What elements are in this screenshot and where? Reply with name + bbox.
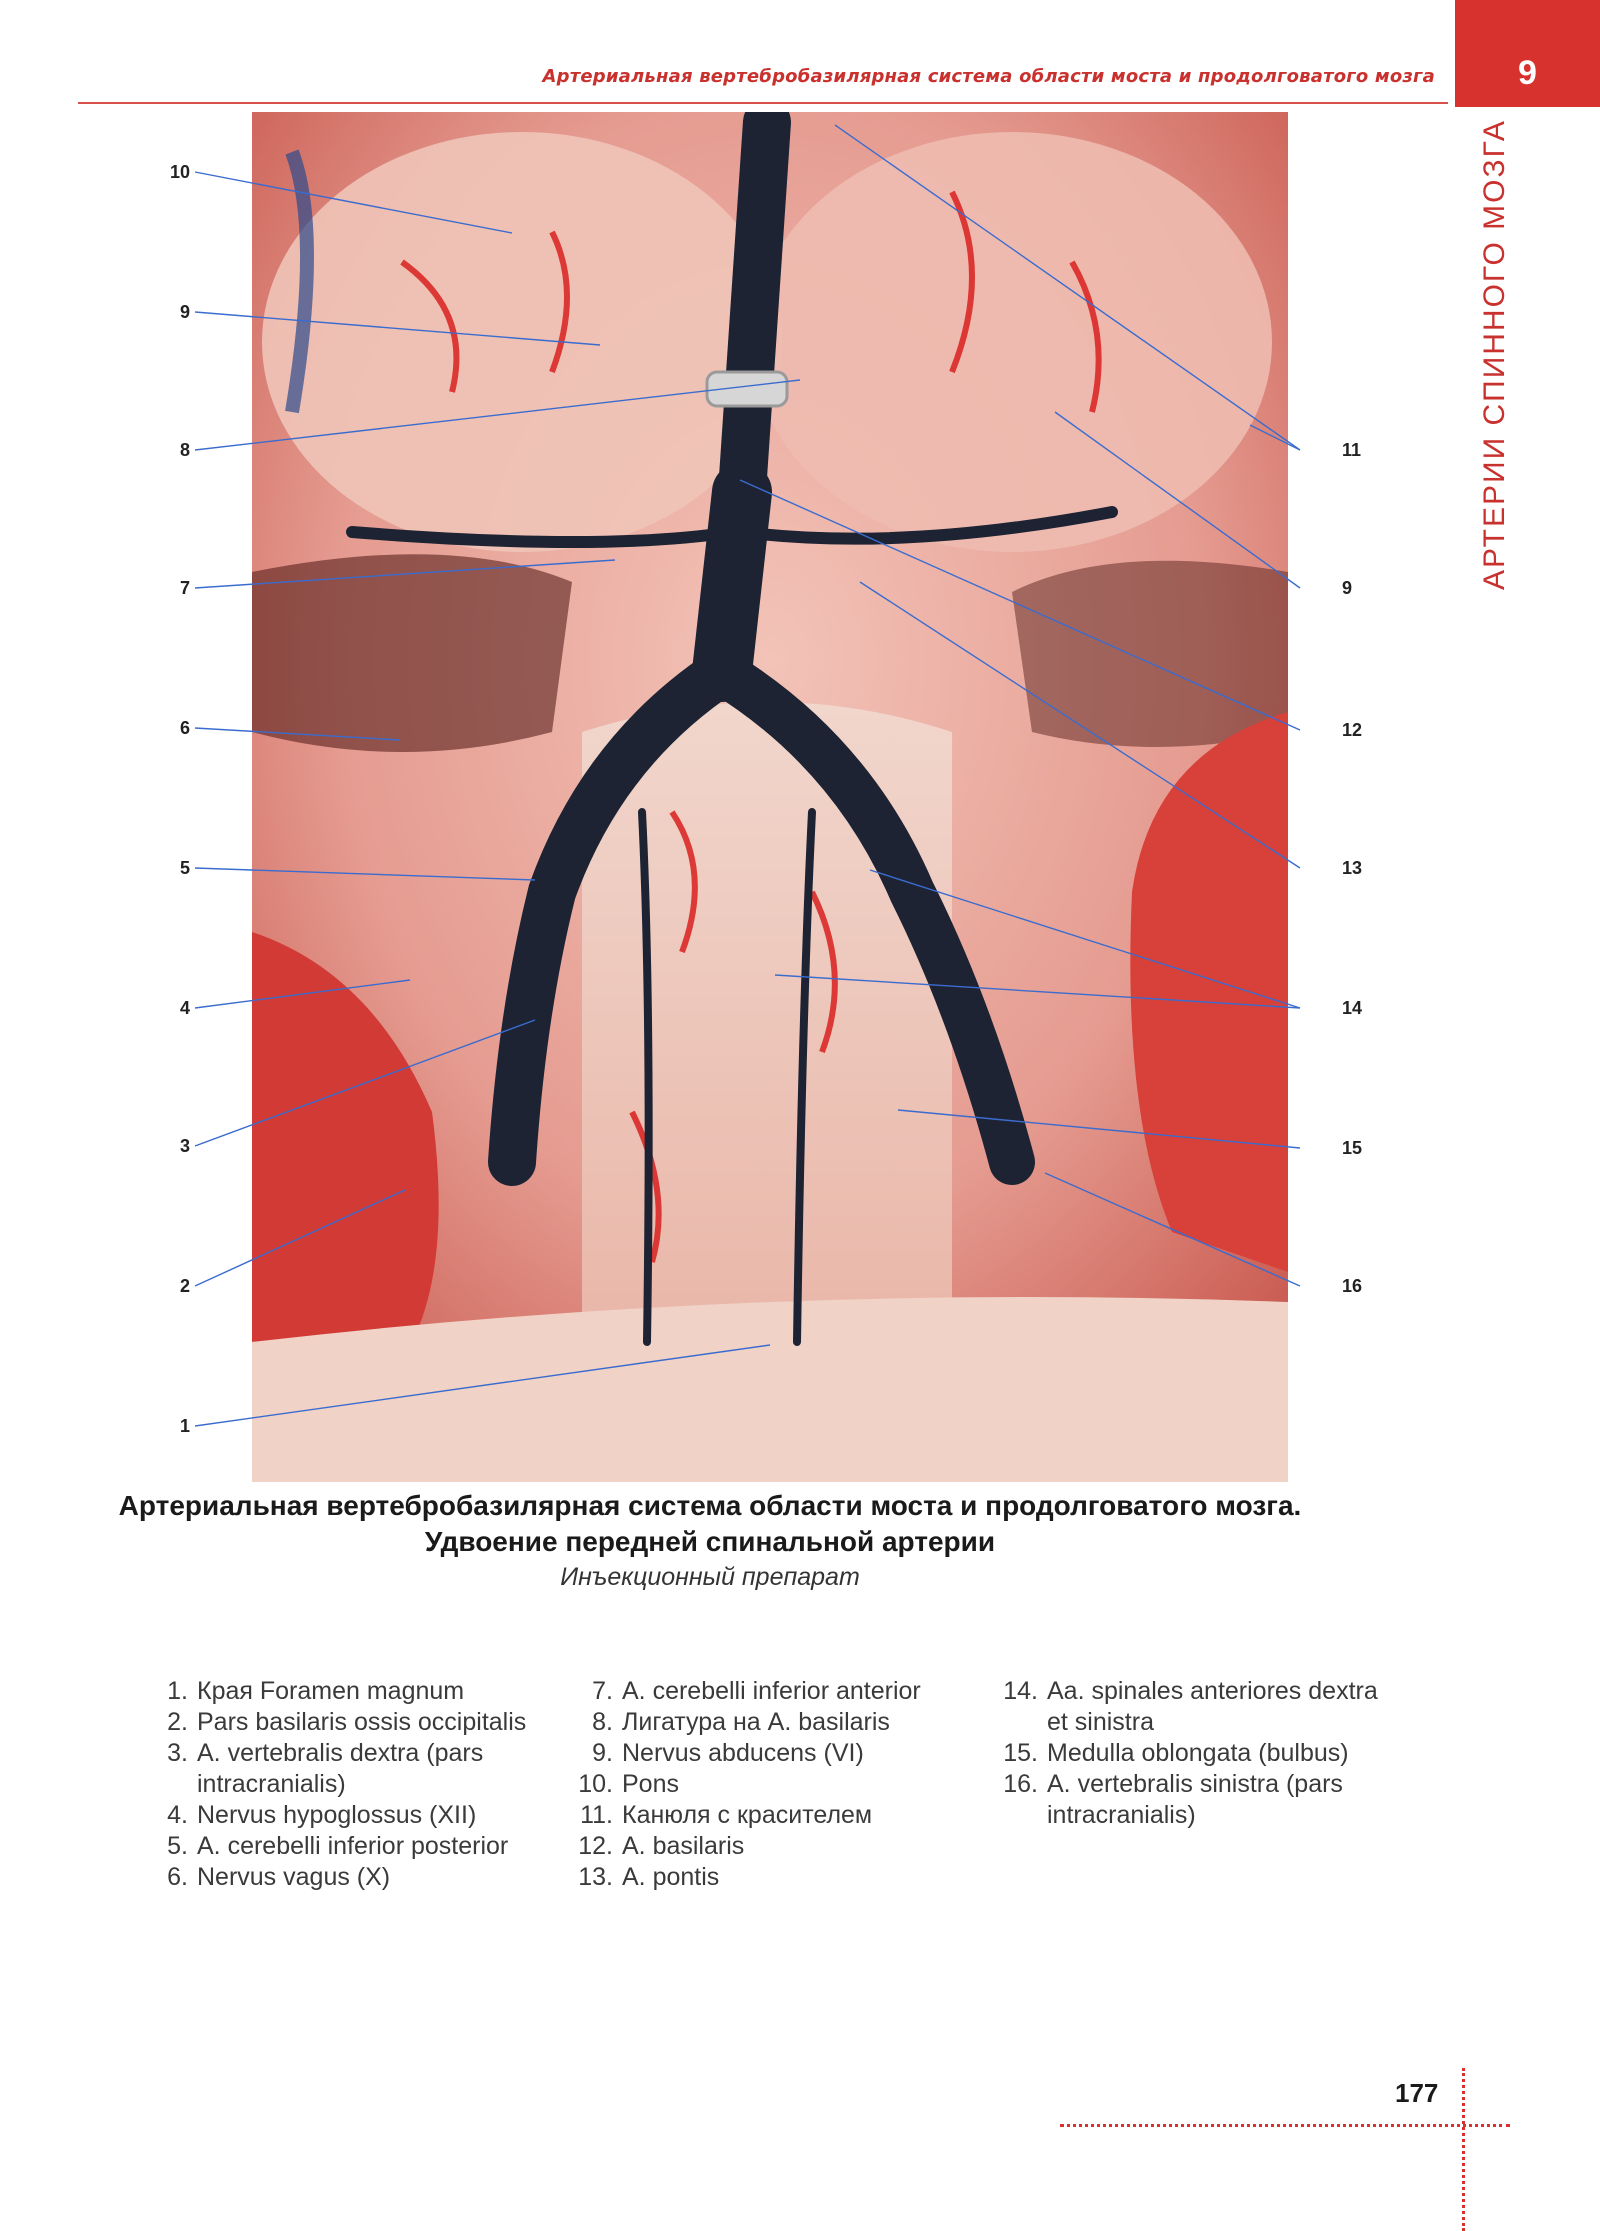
footer-dotted-rule [1060, 2124, 1510, 2127]
photo-illustration [252, 112, 1288, 1482]
page-number: 177 [1395, 2078, 1439, 2108]
cannula [742, 122, 767, 492]
callout-12: 12 [1342, 720, 1363, 740]
legend-item: 12. A. basilaris [578, 1832, 745, 1860]
chapter-number: 9 [1518, 54, 1537, 92]
callout-3: 3 [179, 1136, 190, 1156]
callout-9-right: 9 [1342, 578, 1353, 598]
legend-column-2 [575, 1676, 975, 1893]
callout-6: 6 [179, 718, 190, 738]
legend-item: 6. Nervus vagus (X) [167, 1863, 391, 1891]
callout-9-left: 9 [179, 302, 190, 322]
caption-title-line1: Артериальная вертебробазилярная система области моста и продолговатого мозга. [118, 1490, 1302, 1521]
ligature [707, 372, 787, 406]
callout-10: 10 [169, 162, 190, 182]
callout-7: 7 [179, 578, 190, 598]
pons-left-lobe [262, 132, 782, 552]
legend-item: 11. Канюля с красителем [580, 1801, 873, 1829]
pons-right-lobe [752, 132, 1272, 552]
callout-5: 5 [179, 858, 190, 878]
callout-14: 14 [1342, 998, 1363, 1018]
legend-item: 9. Nervus abducens (VI) [592, 1739, 864, 1767]
anatomical-photo [252, 112, 1288, 1482]
legend-item: 8. Лигатура на A. basilaris [592, 1708, 890, 1736]
legend-item: 1. Края Foramen magnum [167, 1677, 465, 1705]
shadow-left [252, 554, 572, 752]
side-caption: АРТЕРИИ СПИННОГО МОЗГА [1478, 119, 1511, 590]
callout-2: 2 [179, 1276, 190, 1296]
legend-item: 13. A. pontis [578, 1863, 720, 1891]
legend-item: 4. Nervus hypoglossus (XII) [167, 1801, 477, 1829]
callout-4: 4 [179, 998, 190, 1018]
callout-11: 11 [1342, 440, 1362, 460]
running-title: Артериальная вертебробазилярная система области моста и продолговатого мозга [542, 66, 1435, 87]
footer-dotted-vertical [1462, 2068, 1465, 2231]
callout-8: 8 [179, 440, 190, 460]
legend-item: 16. A. vertebralis sinistra (pars intracranialis) [1003, 1770, 1343, 1829]
chapter-tab [1455, 0, 1600, 107]
callout-15: 15 [1342, 1138, 1363, 1158]
medulla [582, 702, 952, 1347]
callout-1: 1 [179, 1416, 190, 1436]
legend-item: 7. A. cerebelli inferior anterior [592, 1677, 921, 1705]
legend-item: 5. A. cerebelli inferior posterior [167, 1832, 509, 1860]
legend-item: 15. Medulla oblongata (bulbus) [1003, 1739, 1349, 1767]
legend-column-3 [1000, 1676, 1400, 1831]
callout-16: 16 [1342, 1276, 1363, 1296]
header-rule [78, 102, 1448, 104]
caption-title-line2: Удвоение передней спинальной артерии [424, 1526, 996, 1557]
caption-subtitle: Инъекционный препарат [560, 1563, 860, 1591]
callout-13: 13 [1342, 858, 1363, 878]
legend-item: 10. Pons [578, 1770, 679, 1798]
legend-item: 3. A. vertebralis dextra (pars intracranialis) [167, 1739, 484, 1798]
legend-item: 14. Aa. spinales anteriores dextra et sinistra [1003, 1677, 1378, 1736]
shadow-right [1012, 561, 1288, 747]
figure-caption [100, 1488, 1320, 1594]
basilar-artery [722, 492, 742, 672]
legend-item: 2. Pars basilaris ossis occipitalis [167, 1708, 527, 1736]
legend-column-1 [150, 1676, 550, 1893]
